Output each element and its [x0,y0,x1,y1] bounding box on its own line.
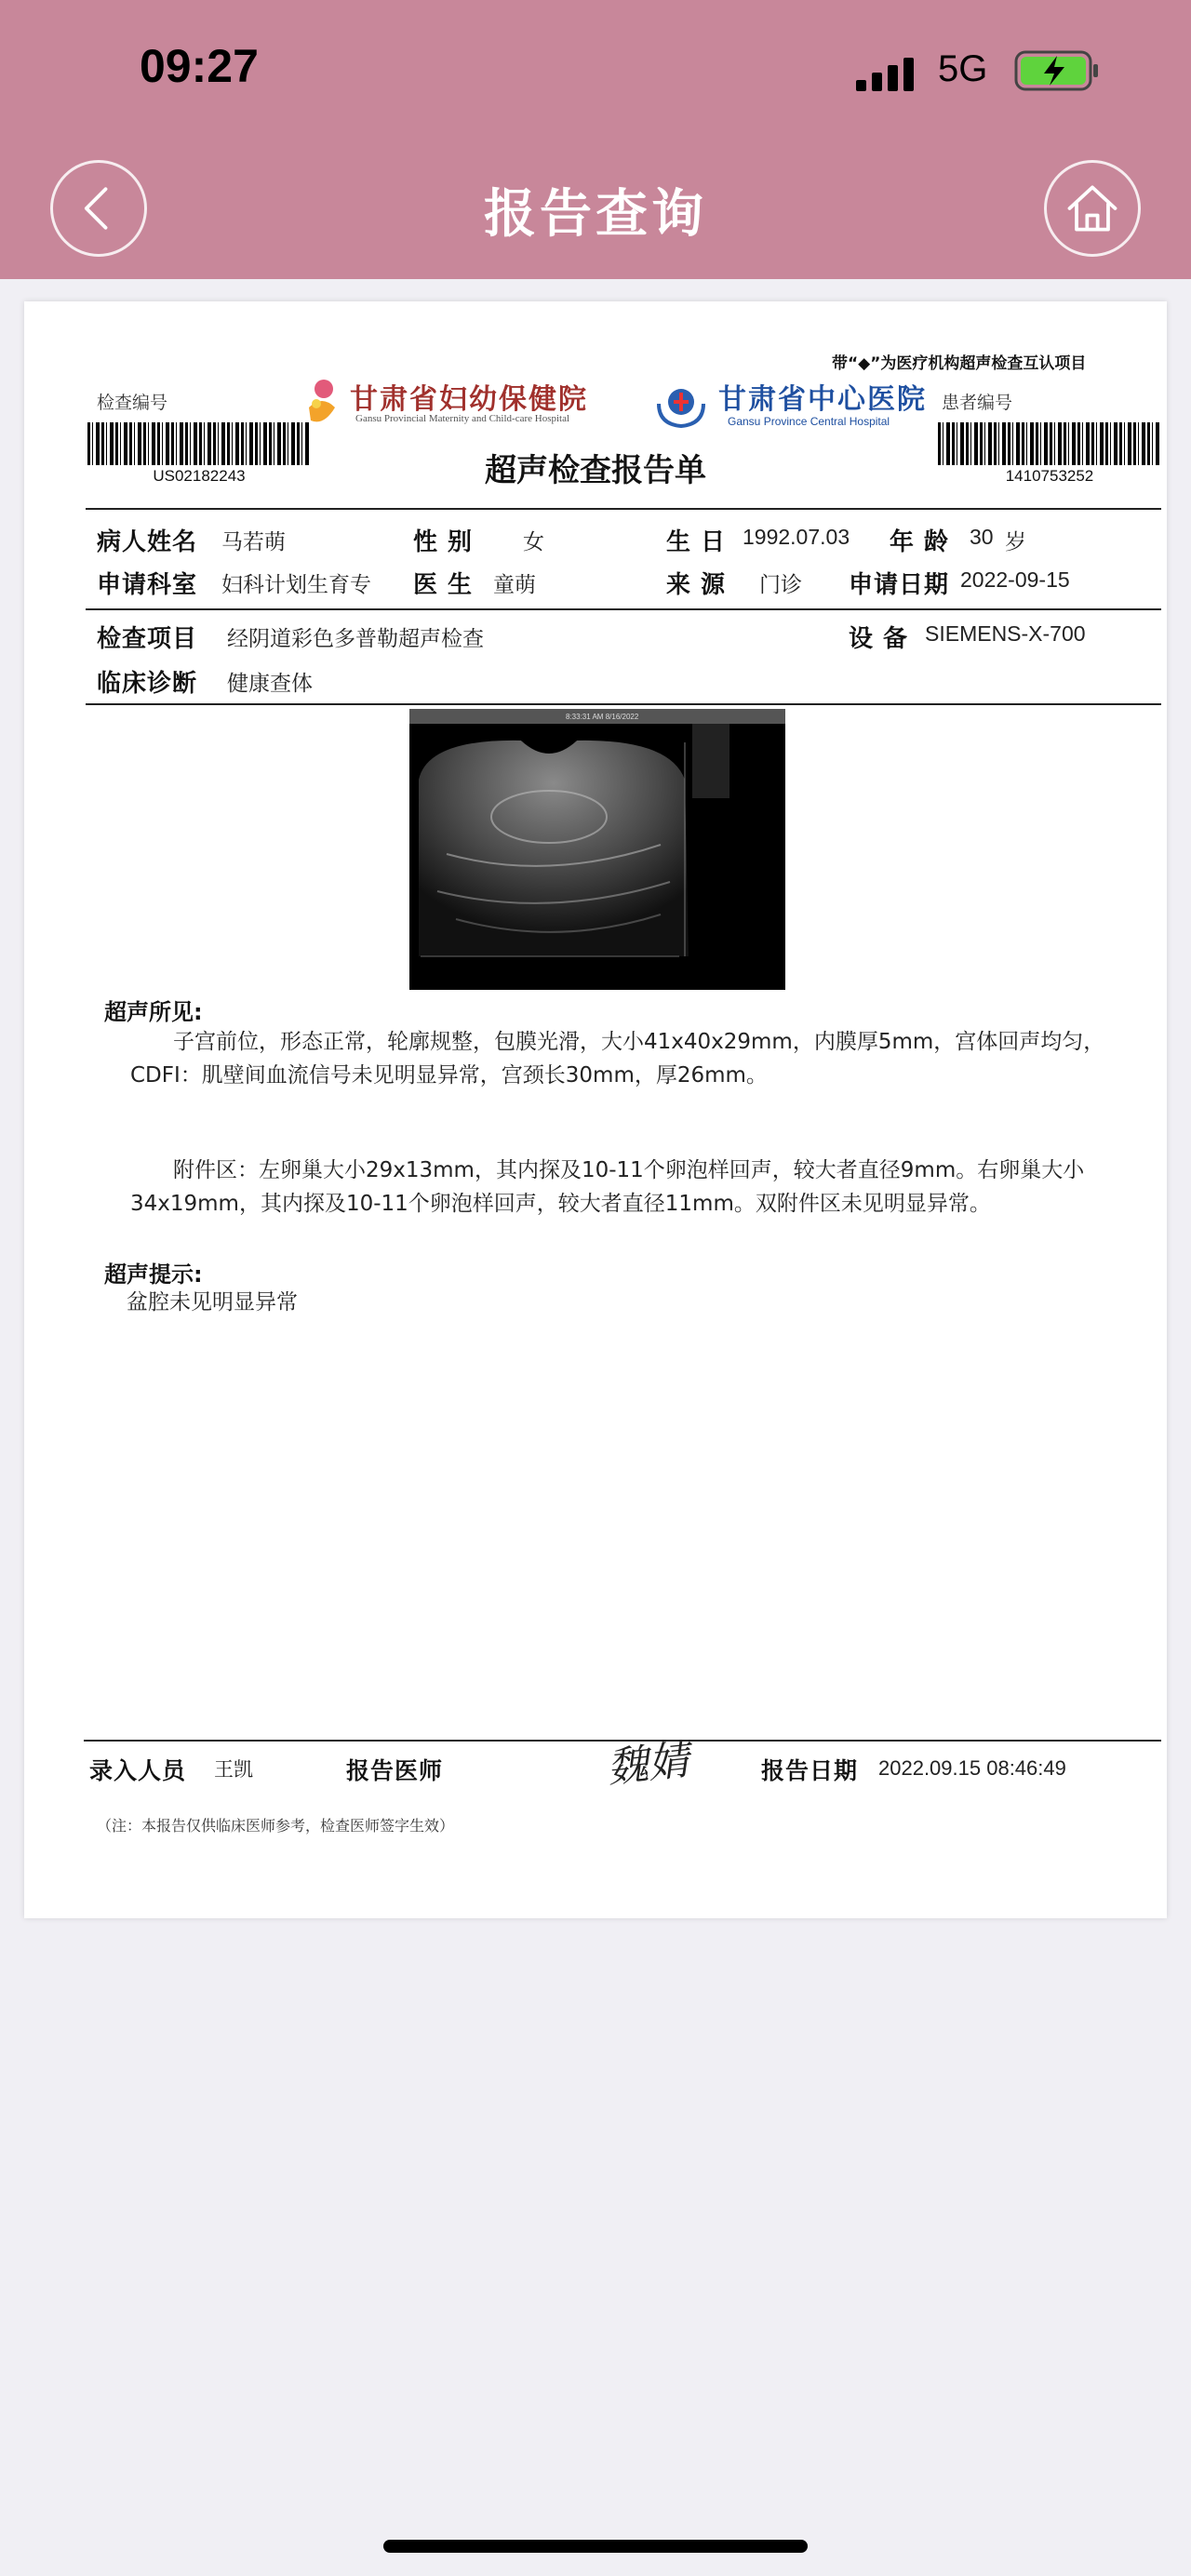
recorder-name: 王凯 [214,1758,253,1781]
apply-date-label: 申请日期 [849,571,950,599]
report-date: 2022.09.15 08:46:49 [878,1756,1066,1780]
impression-title: 超声提示: [104,1261,203,1288]
clinical-diagnosis: 健康查体 [227,672,313,696]
divider [86,608,1161,610]
hospital1-name-en: Gansu Provincial Maternity and Child-care Hospital [355,413,570,424]
exam-no: US02182243 [153,467,246,485]
findings-uterus: 子宫前位，形态正常，轮廓规整，包膜光滑，大小41x40x29mm，内膜厚5mm，宫体回声均匀，CDFI：肌壁间血流信号未见明显异常，宫颈长30mm，厚26mm。 [130,1030,1105,1088]
hospital-logo-mark [303,376,341,428]
network-type: 5G [938,48,988,89]
dept-label: 申请科室 [97,571,198,599]
home-icon [1047,163,1138,254]
doctor-signature: 魏婧 [605,1736,691,1793]
apply-doctor: 童萌 [493,573,536,597]
ultrasound-image [409,709,785,990]
patient-no: 1410753252 [1005,467,1094,485]
apply-date: 2022-09-15 [960,567,1070,592]
home-indicator[interactable] [383,2540,808,2553]
diagnosis-label: 临床诊断 [97,670,198,698]
patient-birth: 1992.07.03 [743,525,850,549]
apply-dept: 妇科计划生育专 [221,573,371,597]
mutual-recognition-note: 带“◆”为医疗机构超声检查互认项目 [832,354,1087,373]
hospital2-name-en: Gansu Province Central Hospital [728,415,890,428]
age-label: 年 龄 [890,528,950,556]
doctor-label: 医 生 [413,571,474,599]
device-label: 设 备 [849,625,909,653]
age-unit: 岁 [1005,530,1026,554]
impression-text: 盆腔未见明显异常 [127,1290,298,1315]
report-document [24,301,1167,1918]
exam-no-label: 检查编号 [97,393,168,413]
report-date-label: 报告日期 [761,1757,859,1784]
recorder-label: 录入人员 [89,1757,187,1784]
patient-sex: 女 [523,530,544,554]
status-time: 09:27 [140,40,259,92]
hospital2-name: 甘肃省中心医院 [718,383,927,416]
exam-item: 经阴道彩色多普勒超声检查 [227,627,484,651]
report-doctor-label: 报告医师 [346,1757,444,1784]
sex-label: 性 别 [413,528,474,556]
birth-label: 生 日 [666,528,727,556]
ultrasound-scan [409,724,785,990]
image-timestamp: 8:33:31 AM 8/16/2022 [566,713,639,721]
device-name: SIEMENS-X-700 [925,621,1086,646]
report-disclaimer: （注：本报告仅供临床医师参考，检查医师签字生效） [97,1817,455,1835]
home-button[interactable] [1044,160,1141,257]
patient-no-label: 患者编号 [942,393,1013,413]
divider [86,703,1161,705]
signal-icon [856,58,917,91]
patient-source: 门诊 [759,573,802,597]
patient-age: 30 [970,525,994,549]
divider [86,508,1161,510]
findings-title: 超声所见: [104,999,203,1025]
report-title: 超声检查报告单 [485,452,706,489]
exam-item-label: 检查项目 [97,625,198,653]
battery-charging-icon [1014,50,1100,91]
central-hospital-emblem [653,376,709,430]
source-label: 来 源 [666,571,727,599]
page-title: 报告查询 [484,184,707,245]
app-header [0,0,1191,279]
patient-name: 马若萌 [221,530,286,554]
hospital1-name: 甘肃省妇幼保健院 [350,383,588,416]
findings-adnexa: 附件区：左卵巢大小29x13mm，其内探及10-11个卵泡样回声，较大者直径9mm。右卵巢大小34x19mm，其内探及10-11个卵泡样回声，较大者直径11mm。双附件区未见明显异常。 [130,1158,1085,1216]
name-label: 病人姓名 [97,528,198,556]
